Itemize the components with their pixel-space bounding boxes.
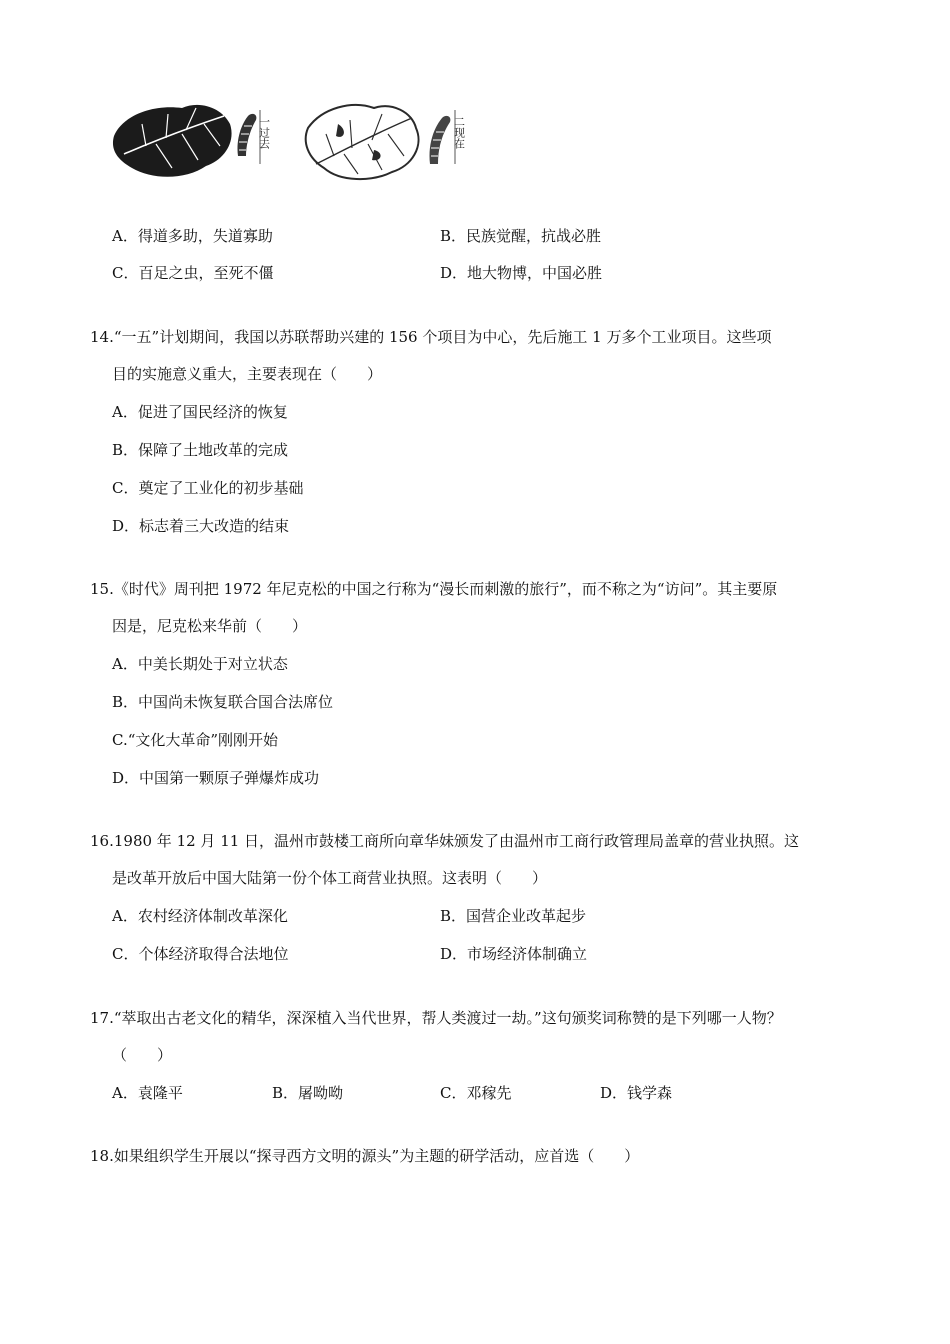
q15-option-d: D．中国第一颗原子弹爆炸成功 (112, 769, 320, 787)
q14-option-d: D．标志着三大改造的结束 (112, 517, 290, 535)
q18-stem-line1: 18.如果组织学生开展以“探寻西方文明的源头”为主题的研学活动，应首选（ ） (90, 1147, 640, 1165)
q17-option-b: B．屠呦呦 (272, 1084, 344, 1102)
q15-stem-line1: 15.《时代》周刊把 1972 年尼克松的中国之行称为“漫长而刺激的旅行”，而不称之为“访问”。其主要原 (90, 580, 778, 598)
q13-option-b: B．民族觉醒，抗战必胜 (440, 227, 602, 245)
silkworm-past-icon (237, 114, 256, 156)
silkworm-now-icon (430, 116, 451, 164)
q17-option-c: C．邓稼先 (440, 1084, 512, 1102)
q17-option-a: A．袁隆平 (112, 1084, 183, 1102)
q16-stem-line1: 16.1980 年 12 月 11 日，温州市鼓楼工商所向章华妹颁发了由温州市工商行政管理局盖章的营业执照。这 (90, 832, 800, 850)
q16-option-a: A．农村经济体制改革深化 (112, 907, 288, 925)
q17-option-d: D．钱学森 (600, 1084, 673, 1102)
q15-option-a: A．中美长期处于对立状态 (112, 655, 288, 673)
leaf-now-icon (306, 105, 419, 179)
q14-stem-line1: 14.“一五”计划期间，我国以苏联帮助兴建的 156 个项目为中心，先后施工 1 万多个工业项目。这些项 (90, 328, 772, 346)
figure-label-now: 二现在 (452, 116, 466, 149)
q14-option-c: C．奠定了工业化的初步基础 (112, 479, 304, 497)
q16-option-d: D．市场经济体制确立 (440, 945, 588, 963)
figure-label-past: 一过去 (257, 116, 271, 149)
q16-stem-line2: 是改革开放后中国大陆第一份个体工商营业执照。这表明（ ） (112, 869, 548, 887)
cartoon-figure (112, 94, 492, 184)
q13-option-a: A．得道多助，失道寡助 (112, 227, 273, 245)
q17-stem-line1: 17.“萃取出古老文化的精华，深深植入当代世界，帮人类渡过一劫。”这句颁奖词称赞的是下列哪一人物？ (90, 1009, 782, 1027)
q13-option-c: C．百足之虫，至死不僵 (112, 264, 274, 282)
q16-option-b: B．国营企业改革起步 (440, 907, 587, 925)
q13-option-d: D．地大物博，中国必胜 (440, 264, 603, 282)
q14-option-b: B．保障了土地改革的完成 (112, 441, 289, 459)
leaf-past-icon (113, 105, 232, 177)
q14-stem-line2: 目的实施意义重大，主要表现在（ ） (112, 365, 383, 383)
q16-option-c: C．个体经济取得合法地位 (112, 945, 289, 963)
q15-option-c: C.“文化大革命”刚刚开始 (112, 731, 279, 749)
q15-stem-line2: 因是，尼克松来华前（ ） (112, 617, 308, 635)
q15-option-b: B．中国尚未恢复联合国合法席位 (112, 693, 334, 711)
q14-option-a: A．促进了国民经济的恢复 (112, 403, 288, 421)
q17-stem-line2: （ ） (112, 1046, 173, 1064)
